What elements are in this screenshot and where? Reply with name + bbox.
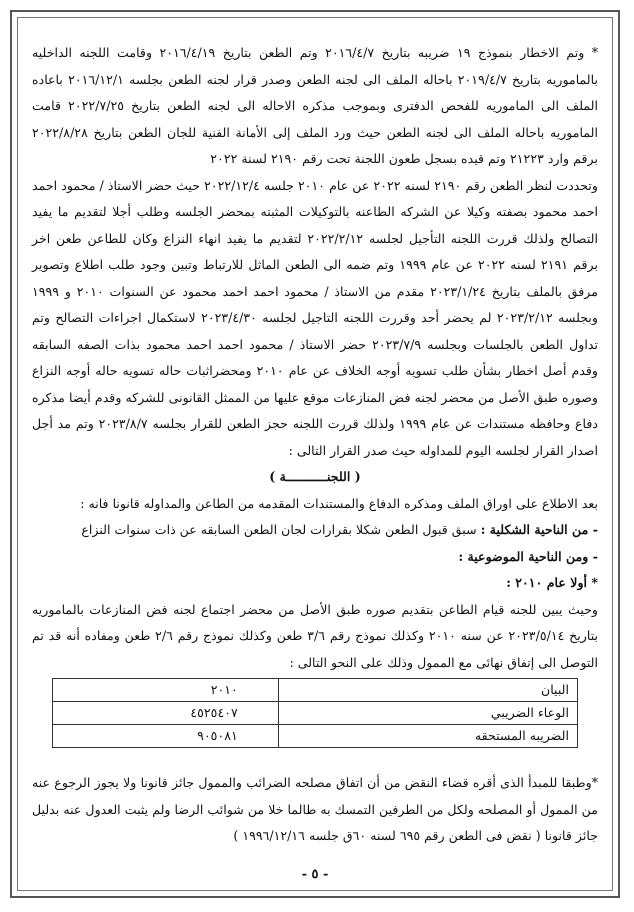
- page-frame: [10, 10, 620, 898]
- settlement-table-wrapper: [52, 678, 578, 748]
- paragraph-formal: [32, 517, 598, 544]
- first-year-heading: * أولا عام ٢٠١٠ :: [506, 575, 598, 590]
- table-cell-label: البيان: [278, 679, 577, 702]
- formal-heading: - من الناحية الشكلية :: [480, 522, 598, 537]
- paragraph-after-review: بعد الاطلاع على اوراق الملف ومذكره الدفاع والمستندات المقدمه من الطاعن والمداوله قانونا فانه :: [80, 495, 598, 511]
- page-inner-border: [17, 17, 613, 891]
- paragraph-notification: * وتم الاخطار بنموذج ١٩ ضريبه بتاريخ ٢٠١٦/٤/٧ وتم الطعن بتاريخ ٢٠١٦/٤/١٩ وقامت اللجنه الداخليه بالماموريه بتاريخ ٢٠١٩/٤/٧ باحاله الملف الى لجنه الطعن وصدر قرار لجنه الطعن بجلسه ٢٠١٦/١٢/١ باعاده الملف الى الماموريه للفحص الدفترى وبموجب مذكره الاحاله الى لجنه الطعن بتاريخ ٢٠٢٢/٧/٢٥ قامت الماموريه باحاله الملف الى لجنه الطعن حيث ورد الملف إلى الأمانة الفنية للجان الطعن بتاريخ ٢٠٢٢/٨/٢٨ برقم وارد ٢١٢٢٣ وتم قيده بسجل طعون اللجنة تحت رقم ٢١٩٠ لسنة ٢٠٢٢: [32, 45, 599, 166]
- table-row: [53, 702, 578, 725]
- table-cell-value: ٩٠٥٠٨١: [53, 725, 279, 748]
- table-cell-label: الضريبه المستحقه: [278, 725, 577, 748]
- table-row: [53, 725, 578, 748]
- paragraph-closing: *وطبقا للمبدأ الذى أقره قضاء النقض من أن اتفاق مصلحه الضرائب والممول جائز قانونا ولا يجوز الرجوع عنه من الممول أو المصلحه ولكل من الطرفين التمسك به طالما خلا من شوائب الرضا ولم يثبت العدول عنه بدليل جائز قانونا ( نقض فى الطعن رقم ٦٩٥ لسنه ٦٠ق جلسه ١٩٩٦/١٢/١٦ ): [32, 775, 598, 843]
- paragraph-first-year: وحيث يبين للجنه قيام الطاعن بتقديم صوره طبق الأصل من محضر اجتماع لجنه فض المنازعات بالماموريه بتاريخ ٢٠٢٣/٥/١٤ عن سنه ٢٠١٠ وكذلك نموذج رقم ٣/٦ طعن وكذلك نموذج رقم ٢/٦ طعن ومفاده أنه قد تم التوصل الى إتفاق نهائى مع الممول وذلك على النحو التالى :: [32, 601, 599, 670]
- table-cell-label: الوعاء الضريبي: [278, 702, 577, 725]
- settlement-table: [52, 678, 578, 748]
- committee-heading: ( اللجنـــــــــــة ): [269, 469, 361, 484]
- document-body: [32, 40, 598, 850]
- formal-text: سبق قبول الطعن شكلا بقرارات لجان الطعن السابقه عن ذات سنوات النزاع: [81, 522, 477, 537]
- paragraph-hearings: وتحددت لنظر الطعن رقم ٢١٩٠ لسنه ٢٠٢٢ عن عام ٢٠١٠ جلسه ٢٠٢٢/١٢/٤ حيث حضر الاستاذ / محمود احمد احمد محمود بصفته وكيلا عن الشركه الطاعنه بالتوكيلات المثبته بمحضر الجلسه وطلب أجلا لتقديم ما يفيد التصالح ولذلك قررت اللجنه التأجيل لجلسه ٢٠٢٢/٢/١٢ لتقديم ما يفيد انهاء النزاع وكان للطاعن طعن اخر برقم ٢١٩١ لسنه ٢٠٢٢ عن عام ١٩٩٩ وتم ضمه الى الطعن الماثل للارتباط وتبين وجود طلب اطلاع وتصوير مرفق بالملف بتاريخ ٢٠٢٣/١/٢٤ مقدم من الاستاذ / محمود احمد احمد محمود عن السنوات ٢٠١٠ و ١٩٩٩ وبجلسه ٢٠٢٣/٢/١٢ لم يحضر أحد وقررت اللجنه التاجيل لجلسه ٢٠٢٣/٤/٣٠ لاستكمال اجراءات التصالح وتم تداول الطعن بالجلسات وبجلسه ٢٠٢٣/٧/٩ حضر الاستاذ / محمود احمد احمد محمود بذات الصفه السابقه وقدم أصل اخطار بشأن طلب تسويه أوجه الخلاف عن عام ٢٠١٠ ومحضراثبات حاله تسويه حاله أوجه النزاع وصوره طبق الأصل من محضر لجنه فض المنازعات موقع عليها من الممثل القانونى للشركه وقدم أيضا مذكره دفاع وحافظه مستندات عن عام ١٩٩٩ ولذلك قررت اللجنه حجز الطعن للقرار بجلسه ٢٠٢٣/٨/٧ وتم مد أجل اصدار القرار لجلسه اليوم للمداوله حيث صدر القرار التالى :: [32, 177, 599, 458]
- table-cell-value: ٤٥٢٥٤٠٧: [53, 702, 279, 725]
- substantive-heading: - ومن الناحية الموضوعية :: [458, 548, 598, 564]
- page-number: - ٥ -: [301, 867, 329, 882]
- table-row: [53, 679, 578, 702]
- table-cell-value: ٢٠١٠: [53, 679, 279, 702]
